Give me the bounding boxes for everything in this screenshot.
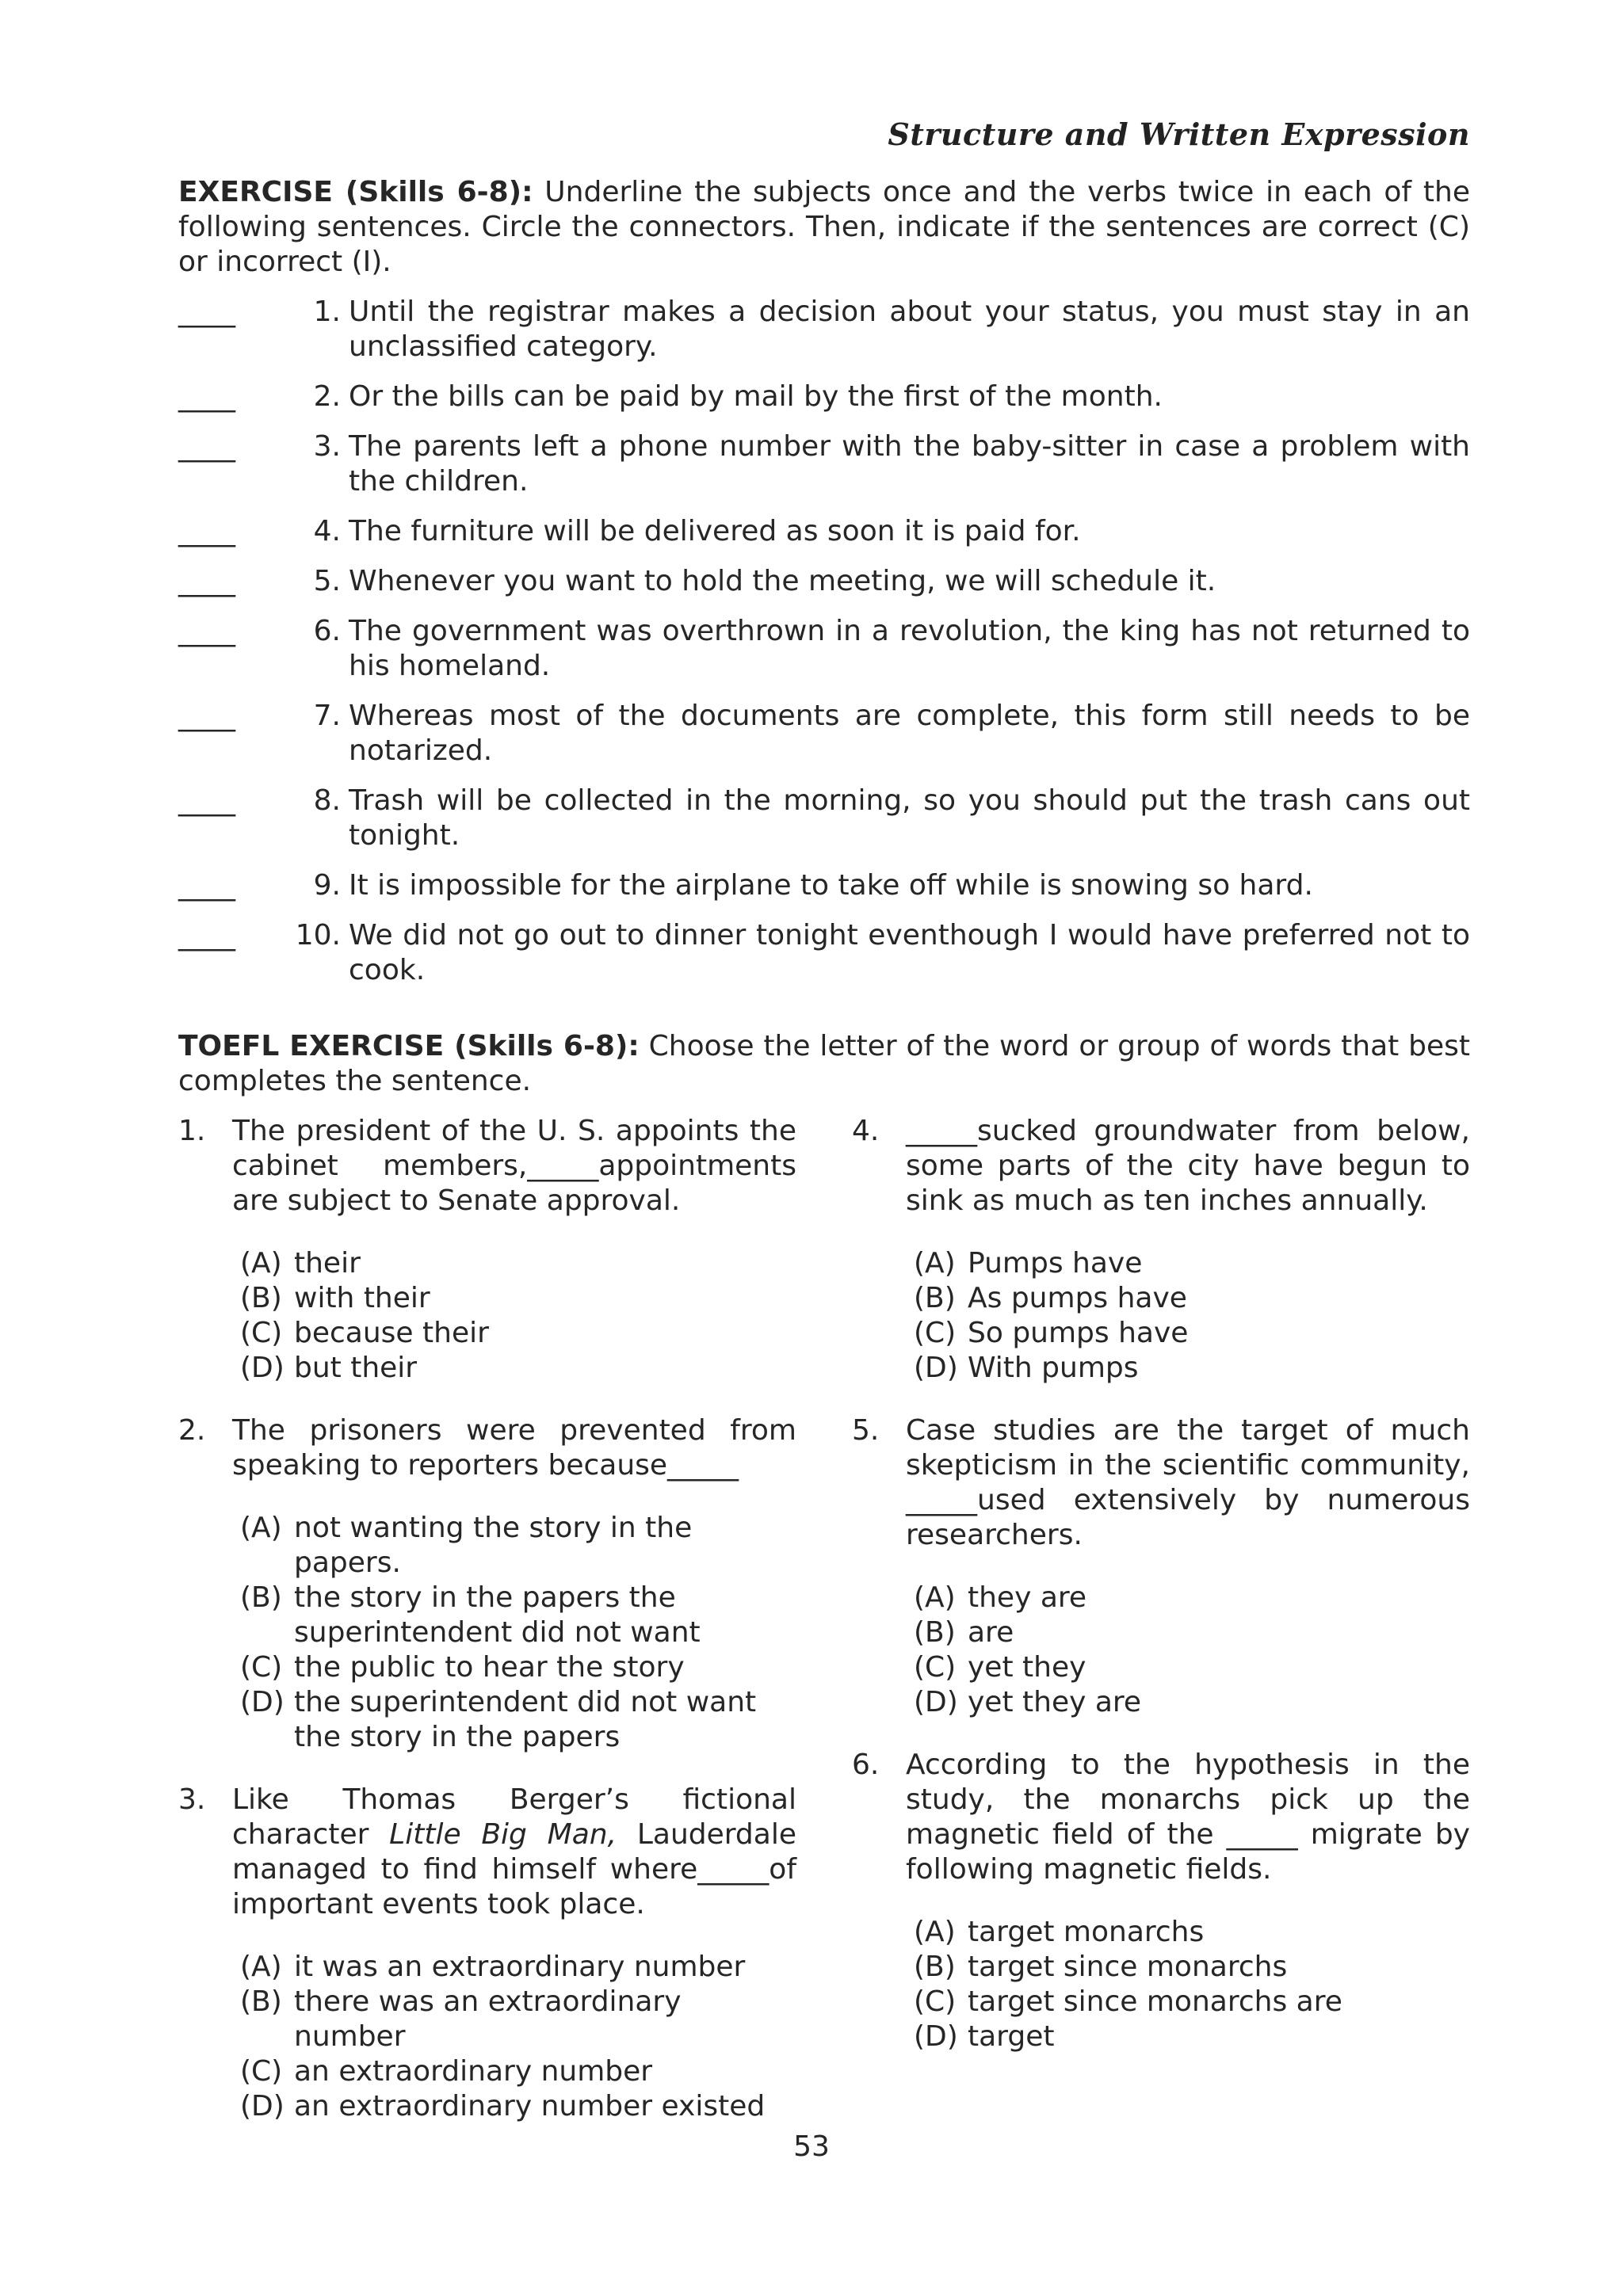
option-d[interactable] <box>914 2019 1470 2054</box>
option-c[interactable] <box>914 1316 1470 1351</box>
option-letter: (A) <box>240 1512 282 1544</box>
option-letter: (C) <box>914 1651 957 1684</box>
option-a[interactable] <box>240 1950 796 1985</box>
option-text: but their <box>294 1352 418 1384</box>
option-text: the superintendent did not want the story in the papers <box>294 1686 757 1753</box>
option-letter: (B) <box>240 1985 282 2018</box>
questions-right-column <box>852 1114 1470 2054</box>
exercise-item <box>178 564 1470 599</box>
option-text: there was an extraordinary number <box>294 1985 682 2053</box>
option-text: As pumps have <box>968 1282 1187 1314</box>
option-letter: (D) <box>914 1686 958 1718</box>
item-number: 7. <box>313 700 341 732</box>
option-b[interactable] <box>240 1281 796 1316</box>
exercise-list <box>178 295 1470 1003</box>
item-number: 3. <box>313 430 341 463</box>
option-letter: (A) <box>914 1916 956 1948</box>
option-text: target <box>968 2020 1055 2053</box>
option-letter: (B) <box>914 1951 956 1983</box>
option-c[interactable] <box>240 1650 796 1685</box>
item-number: 4. <box>313 515 341 547</box>
option-list <box>906 1581 1470 1720</box>
option-a[interactable] <box>240 1246 796 1281</box>
stem-text: Lauderdale managed to find himself where_____of important events took place. <box>232 1818 796 1920</box>
item-number: 9. <box>313 869 341 902</box>
option-d[interactable] <box>914 1685 1470 1720</box>
option-letter: (A) <box>240 1247 282 1280</box>
option-d[interactable] <box>240 1685 796 1755</box>
option-d[interactable] <box>240 2089 796 2124</box>
option-letter: (C) <box>914 1985 957 2018</box>
toefl-instructions <box>178 1029 1470 1099</box>
option-list <box>906 1915 1470 2054</box>
option-letter: (D) <box>240 1686 285 1718</box>
answer-blank[interactable]: ____ <box>178 919 235 952</box>
item-sentence: The parents left a phone number with the baby-sitter in case a problem with the children. <box>349 430 1470 498</box>
option-b[interactable] <box>240 1985 796 2054</box>
option-text: with their <box>294 1282 430 1314</box>
question-4 <box>852 1114 1470 1386</box>
exercise-item <box>178 699 1470 769</box>
item-sentence: Until the registrar makes a decision about your status, you must stay in an unclassified category. <box>349 296 1470 363</box>
option-text: it was an extraordinary number <box>294 1951 746 1983</box>
questions-left-column <box>178 1114 796 2124</box>
option-text: an extraordinary number <box>294 2055 653 2088</box>
option-text: yet they <box>968 1651 1086 1684</box>
item-sentence: The government was overthrown in a revolution, the king has not returned to his homeland. <box>349 615 1470 682</box>
option-list <box>232 1950 796 2124</box>
exercise-title: EXERCISE (Skills 6-8): <box>178 176 533 208</box>
item-sentence: We did not go out to dinner tonight eventhough I would have preferred not to cook. <box>349 919 1470 986</box>
exercise-item <box>178 918 1470 988</box>
question-5 <box>852 1413 1470 1720</box>
question-1 <box>178 1114 796 1386</box>
toefl-instructions-text: Choose the letter of the word or group of words that best completes the sentence. <box>178 1030 1470 1097</box>
option-letter: (A) <box>914 1247 956 1280</box>
option-text: they are <box>968 1581 1087 1614</box>
option-text: target since monarchs <box>968 1951 1288 1983</box>
item-number: 8. <box>313 784 341 817</box>
option-letter: (A) <box>914 1581 956 1614</box>
option-d[interactable] <box>914 1351 1470 1386</box>
item-sentence: Or the bills can be paid by mail by the first of the month. <box>349 380 1163 413</box>
option-list <box>906 1246 1470 1386</box>
item-number: 1. <box>313 296 341 328</box>
option-letter: (C) <box>914 1317 957 1349</box>
exercise-item <box>178 514 1470 549</box>
option-letter: (B) <box>240 1581 282 1614</box>
toefl-title: TOEFL EXERCISE (Skills 6-8): <box>178 1030 640 1062</box>
question-number: 2. <box>178 1414 206 1447</box>
question-stem: _____sucked groundwater from below, some parts of the city have begun to sink as much as ten inches annually. <box>906 1115 1470 1217</box>
question-stem <box>232 1783 796 1922</box>
question-number: 4. <box>852 1115 880 1147</box>
option-c[interactable] <box>914 1985 1470 2019</box>
option-text: So pumps have <box>968 1317 1189 1349</box>
option-letter: (D) <box>240 2090 285 2122</box>
stem-text: Like Thomas Berger’s fictional character <box>232 1783 796 1851</box>
question-number: 5. <box>852 1414 880 1447</box>
option-letter: (B) <box>914 1282 956 1314</box>
option-text: yet they are <box>968 1686 1142 1718</box>
option-letter: (D) <box>914 1352 958 1384</box>
option-b[interactable] <box>240 1581 796 1650</box>
question-6 <box>852 1748 1470 2054</box>
answer-blank[interactable]: ____ <box>178 430 235 463</box>
option-a[interactable] <box>914 1915 1470 1950</box>
exercise-item <box>178 614 1470 684</box>
question-2 <box>178 1413 796 1755</box>
option-text: the story in the papers the superintendent did not want <box>294 1581 701 1649</box>
option-text: With pumps <box>968 1352 1139 1384</box>
question-number: 3. <box>178 1783 206 1816</box>
exercise-instructions <box>178 175 1470 280</box>
item-sentence: Whereas most of the documents are complete, this form still needs to be notarized. <box>349 700 1470 767</box>
question-stem: The prisoners were prevented from speaking to reporters because_____ <box>232 1414 796 1482</box>
book-title: Little Big Man, <box>389 1818 617 1851</box>
running-head: Structure and Written Expression <box>888 116 1470 152</box>
option-text: because their <box>294 1317 489 1349</box>
question-number: 1. <box>178 1115 206 1147</box>
option-text: not wanting the story in the papers. <box>294 1512 693 1579</box>
answer-blank[interactable]: ____ <box>178 565 235 597</box>
option-c[interactable] <box>240 1316 796 1351</box>
option-list <box>232 1246 796 1386</box>
exercise-item <box>178 868 1470 903</box>
answer-blank[interactable]: ____ <box>178 869 235 902</box>
option-letter: (A) <box>240 1951 282 1983</box>
option-c[interactable] <box>240 2054 796 2089</box>
item-sentence: Trash will be collected in the morning, so you should put the trash cans out tonight. <box>349 784 1470 852</box>
option-text: the public to hear the story <box>294 1651 685 1684</box>
option-b[interactable] <box>914 1615 1470 1650</box>
exercise-instructions-text: Underline the subjects once and the verbs twice in each of the following sentences. Circle the connectors. Then, indicate if the sentences are correct (C) or incorrect (I). <box>178 176 1470 278</box>
option-letter: (C) <box>240 1317 283 1349</box>
option-b[interactable] <box>914 1281 1470 1316</box>
option-text: an extraordinary number existed <box>294 2090 766 2122</box>
option-text: target since monarchs are <box>968 1985 1342 2018</box>
answer-blank[interactable]: ____ <box>178 296 235 328</box>
option-letter: (B) <box>240 1282 282 1314</box>
item-sentence: The furniture will be delivered as soon it is paid for. <box>349 515 1081 547</box>
page-number: 53 <box>793 2130 830 2163</box>
option-letter: (B) <box>914 1616 956 1649</box>
question-3 <box>178 1783 796 2124</box>
question-stem: Case studies are the target of much skepticism in the scientific community, _____used extensively by numerous researchers. <box>906 1414 1470 1551</box>
exercise-item <box>178 429 1470 499</box>
answer-blank[interactable]: ____ <box>178 380 235 413</box>
option-c[interactable] <box>914 1650 1470 1685</box>
option-d[interactable] <box>240 1351 796 1386</box>
option-text: target monarchs <box>968 1916 1205 1948</box>
item-number: 6. <box>313 615 341 647</box>
option-letter: (C) <box>240 2055 283 2088</box>
item-number: 5. <box>313 565 341 597</box>
answer-blank[interactable]: ____ <box>178 515 235 547</box>
exercise-item <box>178 295 1470 364</box>
question-stem: According to the hypothesis in the study, the monarchs pick up the magnetic field of the _____ migrate by following magnetic fields. <box>906 1749 1470 1886</box>
option-letter: (D) <box>240 1352 285 1384</box>
option-text: Pumps have <box>968 1247 1143 1280</box>
item-sentence: It is impossible for the airplane to take off while is snowing so hard. <box>349 869 1313 902</box>
option-a[interactable] <box>240 1511 796 1581</box>
option-text: are <box>968 1616 1014 1649</box>
option-text: their <box>294 1247 361 1280</box>
exercise-item <box>178 379 1470 414</box>
item-number: 10. <box>295 919 341 952</box>
option-a[interactable] <box>914 1581 1470 1615</box>
option-letter: (D) <box>914 2020 958 2053</box>
question-number: 6. <box>852 1749 880 1781</box>
option-b[interactable] <box>914 1950 1470 1985</box>
item-number: 2. <box>313 380 341 413</box>
option-a[interactable] <box>914 1246 1470 1281</box>
option-letter: (C) <box>240 1651 283 1684</box>
item-sentence: Whenever you want to hold the meeting, we will schedule it. <box>349 565 1216 597</box>
answer-blank[interactable]: ____ <box>178 700 235 732</box>
answer-blank[interactable]: ____ <box>178 784 235 817</box>
question-stem: The president of the U. S. appoints the cabinet members,_____appointments are subject to Senate approval. <box>232 1115 796 1217</box>
option-list <box>232 1511 796 1755</box>
exercise-item <box>178 784 1470 853</box>
answer-blank[interactable]: ____ <box>178 615 235 647</box>
